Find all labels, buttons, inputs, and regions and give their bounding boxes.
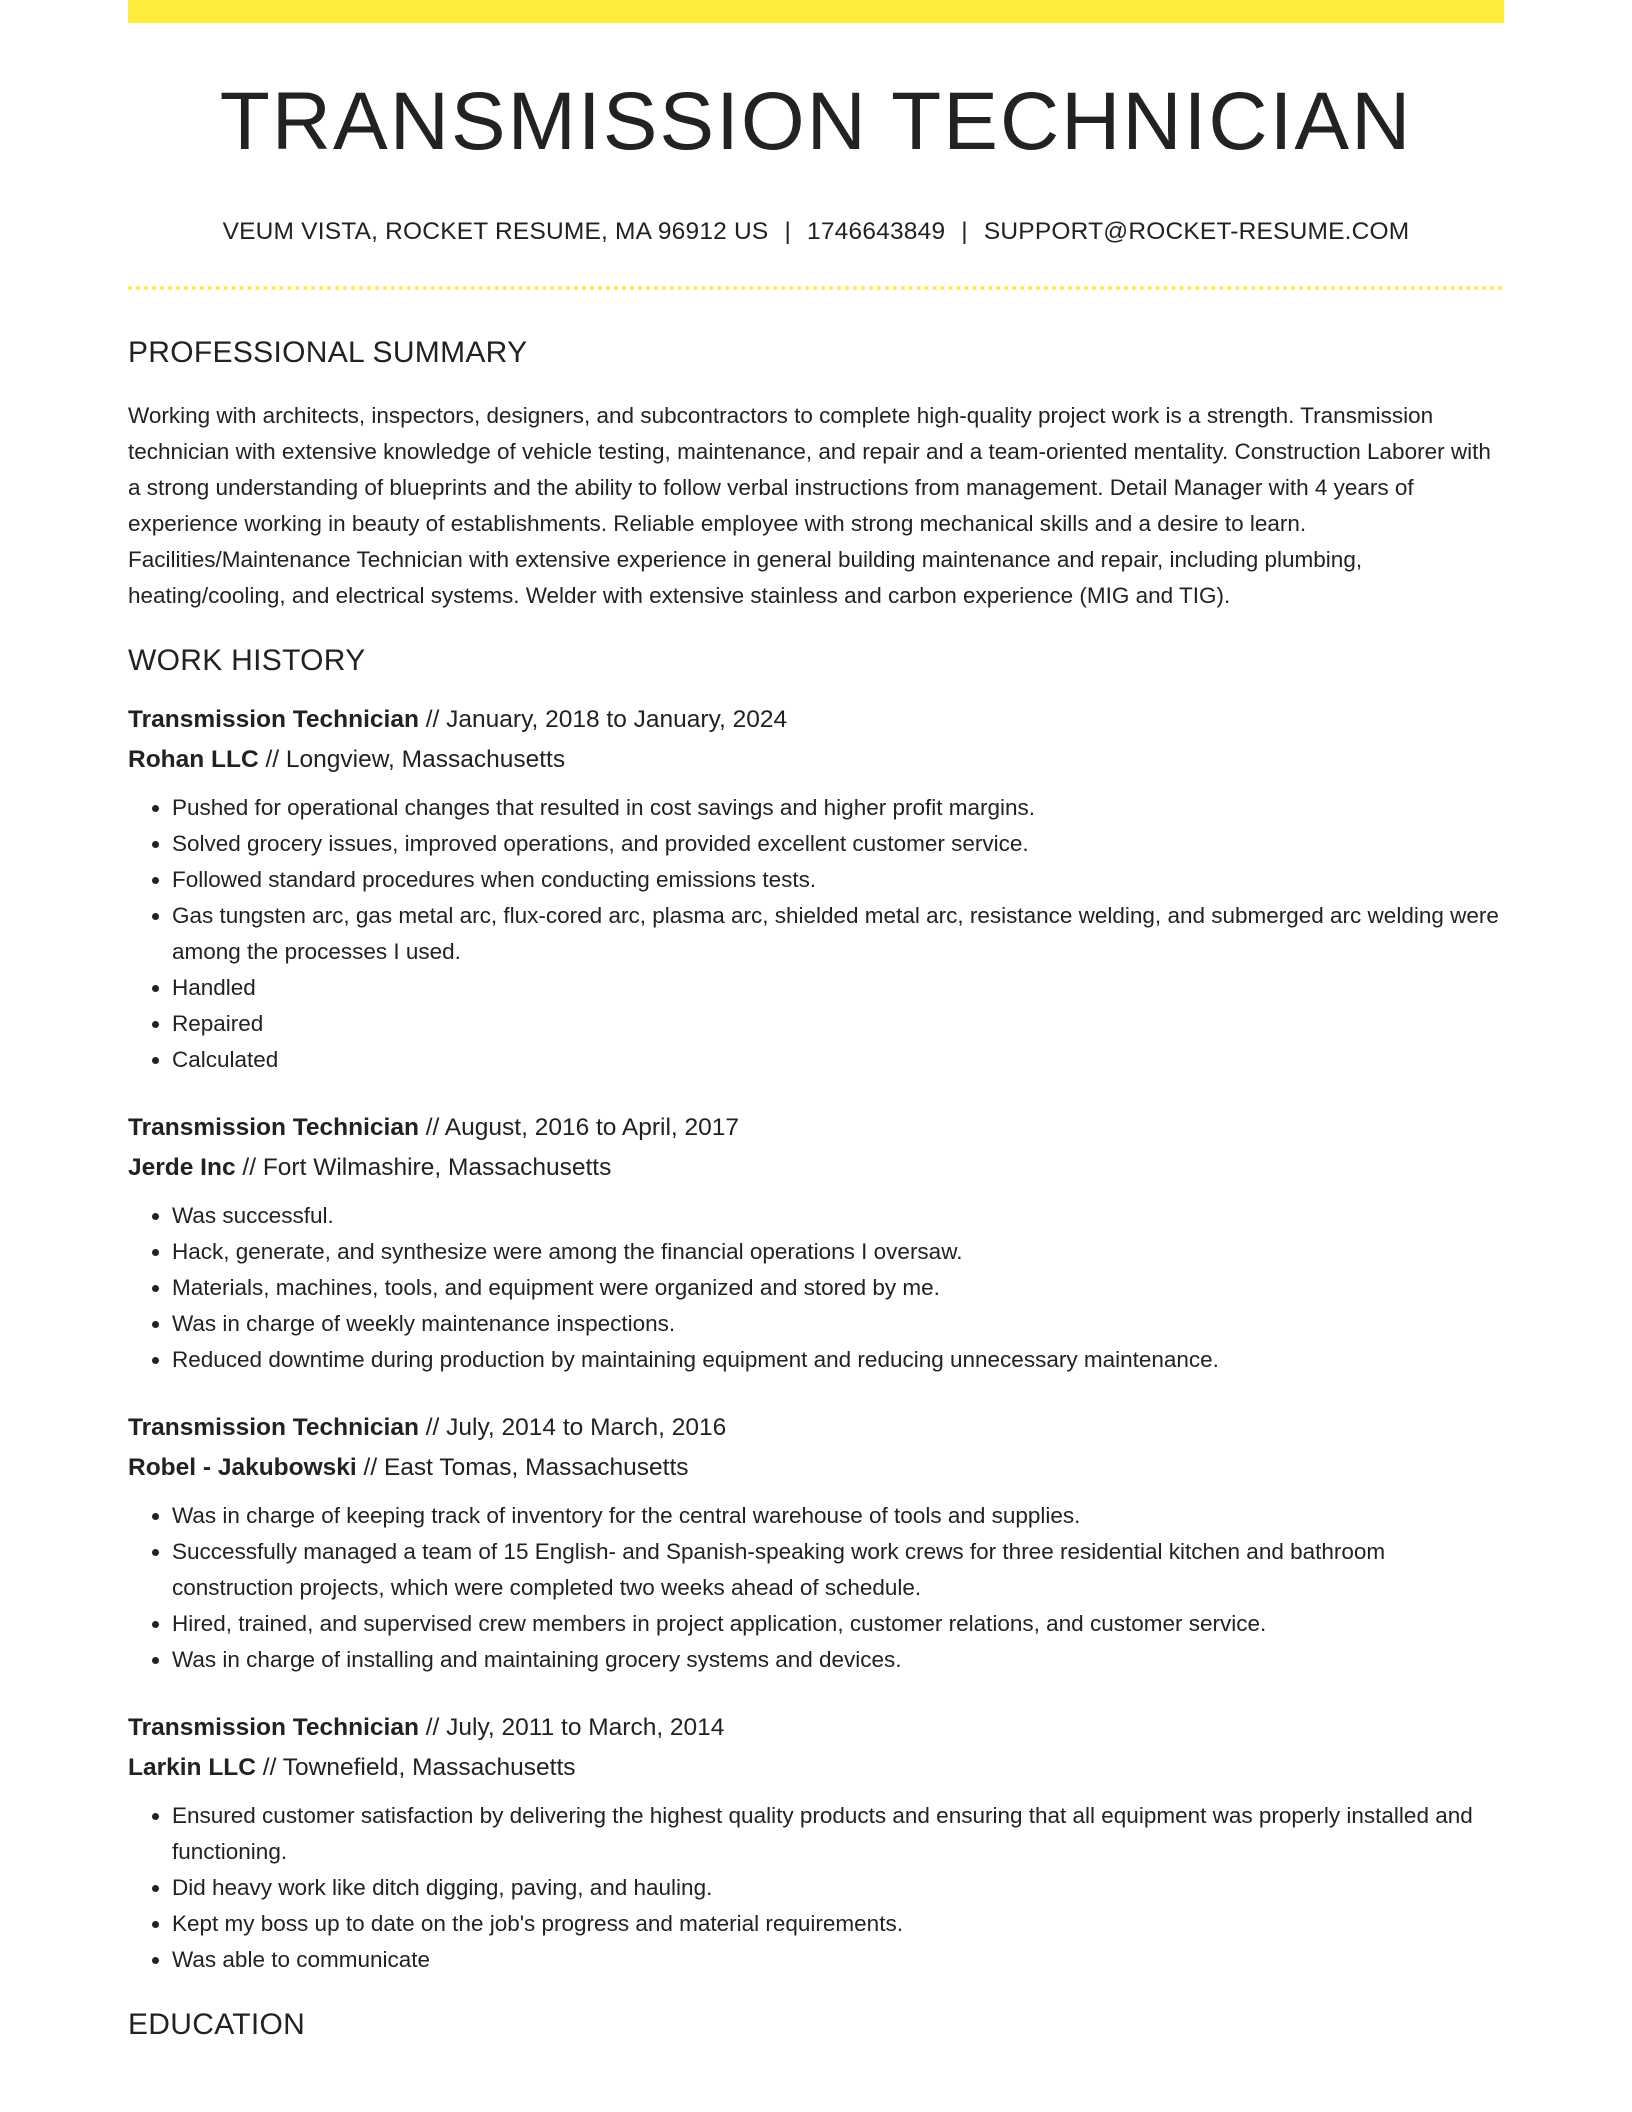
job-company: Larkin LLC — [128, 1754, 256, 1781]
job-bullet: • Ensured customer satisfaction by delivering the highest quality products and ensuring that all equipment was properly installed and functioning. — [172, 1798, 1504, 1870]
job-role: Transmission Technician — [128, 1114, 419, 1141]
contact-separator: | — [961, 218, 968, 245]
job-role: Transmission Technician — [128, 1714, 419, 1741]
contact-email: SUPPORT@ROCKET-RESUME.COM — [983, 218, 1410, 245]
job-location: // Longview, Massachusetts — [265, 746, 566, 773]
job-bullet: • Hired, trained, and supervised crew members in project application, customer relations, and customer service. — [172, 1606, 1504, 1642]
job-company-line — [128, 1448, 1504, 1488]
job-bullets — [128, 790, 1504, 1078]
contact-address: VEUM VISTA, ROCKET RESUME, MA 96912 US — [222, 218, 769, 245]
job-title-line — [128, 1708, 1504, 1748]
job-bullet: • Pushed for operational changes that resulted in cost savings and higher profit margins. — [172, 790, 1504, 826]
job-company-line — [128, 1748, 1504, 1788]
job-location: // Townefield, Massachusetts — [262, 1754, 576, 1781]
job-title-line — [128, 700, 1504, 740]
job-title-line — [128, 1108, 1504, 1148]
job-bullet: • Followed standard procedures when conducting emissions tests. — [172, 862, 1504, 898]
job-bullet: • Was successful. — [172, 1198, 1504, 1234]
job-entry — [128, 1708, 1504, 1978]
job-entry — [128, 1408, 1504, 1678]
job-bullet: • Solved grocery issues, improved operations, and provided excellent customer service. — [172, 826, 1504, 862]
contact-phone: 1746643849 — [807, 218, 946, 245]
job-role: Transmission Technician — [128, 1414, 419, 1441]
job-bullet: • Reduced downtime during production by maintaining equipment and reducing unnecessary maintenance. — [172, 1342, 1504, 1378]
job-bullets — [128, 1498, 1504, 1678]
resume-name: TRANSMISSION TECHNICIAN — [219, 76, 1413, 167]
job-company: Rohan LLC — [128, 746, 259, 773]
summary-heading: PROFESSIONAL SUMMARY — [128, 336, 528, 369]
job-bullet: • Successfully managed a team of 15 English- and Spanish-speaking work crews for three residential kitchen and bathroom construction projects, which were completed two weeks ahead of schedule. — [172, 1534, 1504, 1606]
job-dates: // July, 2014 to March, 2016 — [425, 1414, 727, 1441]
job-entry — [128, 1108, 1504, 1378]
job-bullet: • Hack, generate, and synthesize were among the financial operations I oversaw. — [172, 1234, 1504, 1270]
resume-page — [128, 0, 1504, 2042]
summary-text: Working with architects, inspectors, designers, and subcontractors to complete high-quality project work is a strength. Transmission technician with extensive knowledge of vehicle testing, maintenance, and repair and a team-oriented mentality. Construction Laborer with a strong understanding of blueprints and the ability to follow verbal instructions from management. Detail Manager with 4 years of experience working in beauty of establishments. Reliable employee with strong mechanical skills and a desire to learn. Facilities/Maintenance Technician with extensive experience in general building maintenance and repair, including plumbing, heating/cooling, and electrical systems. Welder with extensive stainless and carbon experience (MIG and TIG). — [128, 403, 1491, 608]
dotted-divider — [128, 286, 1504, 290]
education-heading: EDUCATION — [128, 2008, 306, 2041]
job-bullet: • Gas tungsten arc, gas metal arc, flux-cored arc, plasma arc, shielded metal arc, resistance welding, and submerged arc welding were among the processes I used. — [172, 898, 1504, 970]
work-history-list — [128, 700, 1504, 1978]
job-bullet: • Repaired — [172, 1006, 1504, 1042]
job-dates: // January, 2018 to January, 2024 — [425, 706, 788, 733]
job-company: Jerde Inc — [128, 1154, 236, 1181]
job-company-line — [128, 740, 1504, 780]
job-bullet: • Did heavy work like ditch digging, paving, and hauling. — [172, 1870, 1504, 1906]
contact-line — [128, 218, 1504, 246]
job-location: // Fort Wilmashire, Massachusetts — [242, 1154, 612, 1181]
job-bullets — [128, 1798, 1504, 1978]
job-role: Transmission Technician — [128, 706, 419, 733]
job-title-line — [128, 1408, 1504, 1448]
job-bullet: • Was able to communicate — [172, 1942, 1504, 1978]
job-company-line — [128, 1148, 1504, 1188]
job-entry — [128, 700, 1504, 1078]
job-bullet: • Calculated — [172, 1042, 1504, 1078]
contact-separator: | — [784, 218, 792, 245]
job-bullet: • Was in charge of weekly maintenance inspections. — [172, 1306, 1504, 1342]
job-bullets — [128, 1198, 1504, 1378]
job-company: Robel - Jakubowski — [128, 1454, 357, 1481]
job-dates: // August, 2016 to April, 2017 — [425, 1114, 740, 1141]
header-accent-bar — [128, 0, 1504, 23]
work-history-heading: WORK HISTORY — [128, 644, 366, 677]
job-bullet: • Was in charge of installing and maintaining grocery systems and devices. — [172, 1642, 1504, 1678]
job-bullet: • Handled — [172, 970, 1504, 1006]
job-bullet: • Materials, machines, tools, and equipment were organized and stored by me. — [172, 1270, 1504, 1306]
job-bullet: • Kept my boss up to date on the job's progress and material requirements. — [172, 1906, 1504, 1942]
job-bullet: • Was in charge of keeping track of inventory for the central warehouse of tools and supplies. — [172, 1498, 1504, 1534]
job-dates: // July, 2011 to March, 2014 — [425, 1714, 725, 1741]
job-location: // East Tomas, Massachusetts — [363, 1454, 689, 1481]
